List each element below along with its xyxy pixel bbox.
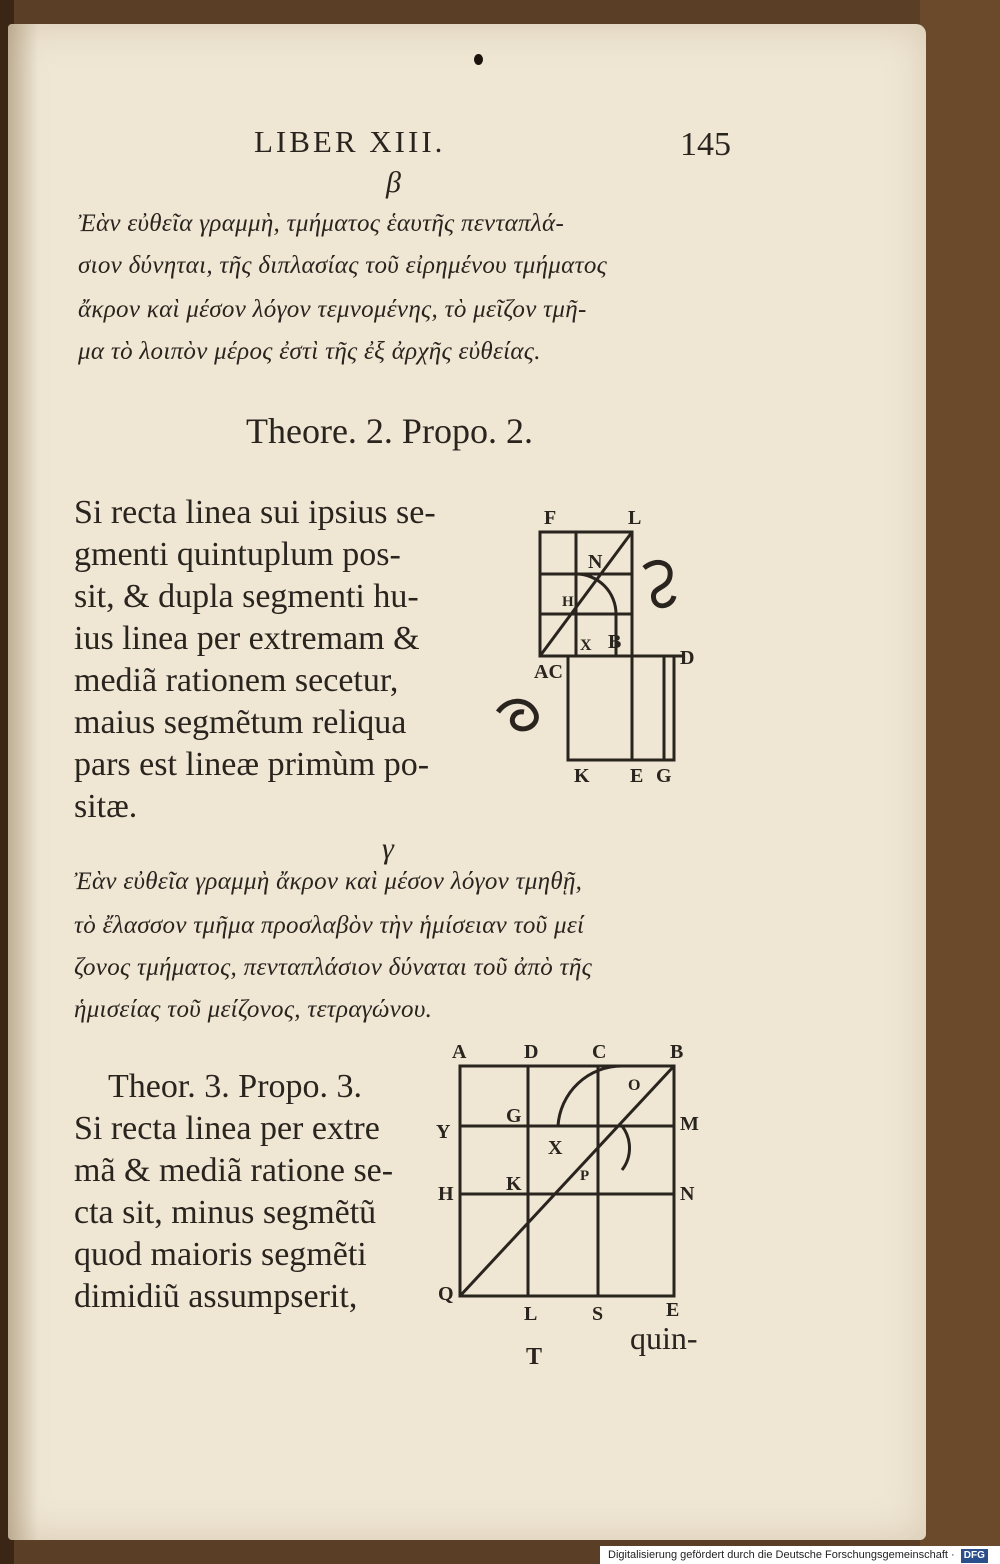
latin-line: Si recta linea per extre <box>74 1110 380 1147</box>
dfg-logo: DFG <box>961 1549 988 1563</box>
book-page <box>8 24 926 1540</box>
latin-line: pars est lineæ primùm po- <box>74 746 430 783</box>
greek-numeral-beta: β <box>386 166 401 199</box>
fig3-label: K <box>506 1173 522 1195</box>
fig3-label: T <box>526 1344 543 1364</box>
fig2-label: H <box>562 594 574 610</box>
latin-line: cta sit, minus segmẽtũ <box>74 1194 377 1231</box>
page-number: 145 <box>680 126 731 163</box>
greek-line: Ἐὰν εὐθεῖα γραμμὴ, τμήματος ἑαυτῆς πενταπλά- <box>78 210 565 237</box>
fig3-label: A <box>452 1041 467 1063</box>
fig3-label: N <box>680 1183 695 1205</box>
fig2-label: B <box>608 631 622 653</box>
fig2-label: K <box>574 765 590 782</box>
latin-line: mã & mediã ratione se- <box>74 1152 394 1189</box>
greek-line: τὸ ἔλασσον τμῆμα προσλαβὸν τὴν ἡμίσειαν τοῦ μεί <box>74 912 585 939</box>
theorem-heading: Theore. 2. Propo. 2. <box>246 411 533 451</box>
fig2-lower-rectangle <box>568 656 674 760</box>
greek-line: σιον δύνηται, τῆς διπλασίας τοῦ εἰρημένου τμήματος <box>78 252 608 279</box>
fig2-label: D <box>680 647 695 669</box>
latin-line: maius segmẽtum reliqua <box>74 704 407 741</box>
latin-line: mediã rationem secetur, <box>74 662 399 699</box>
digitization-credit: Digitalisierung gefördert durch die Deutsche Forschungsgemeinschaft · <box>608 1549 955 1561</box>
theorem-heading: Theor. 3. Propo. 3. <box>108 1068 363 1105</box>
latin-line: gmenti quintuplum pos- <box>74 536 401 573</box>
fig2-label: N <box>588 551 603 573</box>
greek-line: ἡμισείας τοῦ μείζονος, τετραγώνου. <box>74 996 433 1023</box>
fig3-label: B <box>670 1041 684 1063</box>
scan-background-right <box>920 0 1000 1564</box>
greek-line: μα τὸ λοιπὸν μέρος ἐστὶ τῆς ἐξ ἀρχῆς εὐθείας. <box>78 338 541 365</box>
fig2-label: X <box>580 637 592 654</box>
digitization-credit-bar <box>600 1546 1000 1564</box>
gutter-shadow <box>8 24 38 1540</box>
latin-line: sitæ. <box>74 788 138 825</box>
fig3-label: M <box>680 1113 699 1135</box>
pin-hole-mark <box>474 54 483 65</box>
fig2-label: E <box>630 765 644 782</box>
fig2-label: F <box>544 507 557 529</box>
fig3-label: L <box>524 1303 538 1325</box>
catchword: quin- <box>630 1320 698 1356</box>
greek-line: ἄκρον καὶ μέσον λόγον τεμνομένης, τὸ μεῖζον τμῆ- <box>78 296 587 323</box>
latin-line: Si recta linea sui ipsius se- <box>74 494 436 531</box>
fig3-label: X <box>548 1137 563 1159</box>
fleuron-ornament <box>498 701 536 729</box>
fig3-label: D <box>524 1041 539 1063</box>
fig2-label: G <box>656 765 672 782</box>
fig3-label: O <box>628 1077 641 1094</box>
fig3-label: P <box>580 1168 590 1184</box>
fig3-label: S <box>592 1303 604 1325</box>
greek-line: Ἐὰν εὐθεῖα γραμμὴ ἄκρον καὶ μέσον λόγον τμηθῇ, <box>74 868 583 895</box>
fig2-label: AC <box>534 661 563 683</box>
fig3-label: G <box>506 1105 522 1127</box>
fig2-label: L <box>628 507 642 529</box>
running-title: LIBER XIII. <box>254 124 446 159</box>
latin-line: sit, & dupla segmenti hu- <box>74 578 419 615</box>
figure-proposition-2 <box>484 502 714 782</box>
fig3-label: E <box>666 1299 680 1321</box>
fig3-label: C <box>592 1041 607 1063</box>
fig3-label: Y <box>436 1121 451 1143</box>
figure-proposition-3 <box>428 1034 728 1364</box>
fig3-label: H <box>438 1183 454 1205</box>
greek-line: ζονος τμήματος, πενταπλάσιον δύναται τοῦ ἀπὸ τῆς <box>74 954 593 981</box>
fleuron-ornament <box>644 562 674 605</box>
fig3-diagonal <box>460 1066 674 1296</box>
latin-line: dimidiũ assumpserit, <box>74 1278 358 1315</box>
latin-line: ius linea per extremam & <box>74 620 420 657</box>
fig3-label: Q <box>438 1283 454 1305</box>
latin-line: quod maioris segmẽti <box>74 1236 367 1273</box>
greek-numeral-gamma: γ <box>382 832 394 865</box>
